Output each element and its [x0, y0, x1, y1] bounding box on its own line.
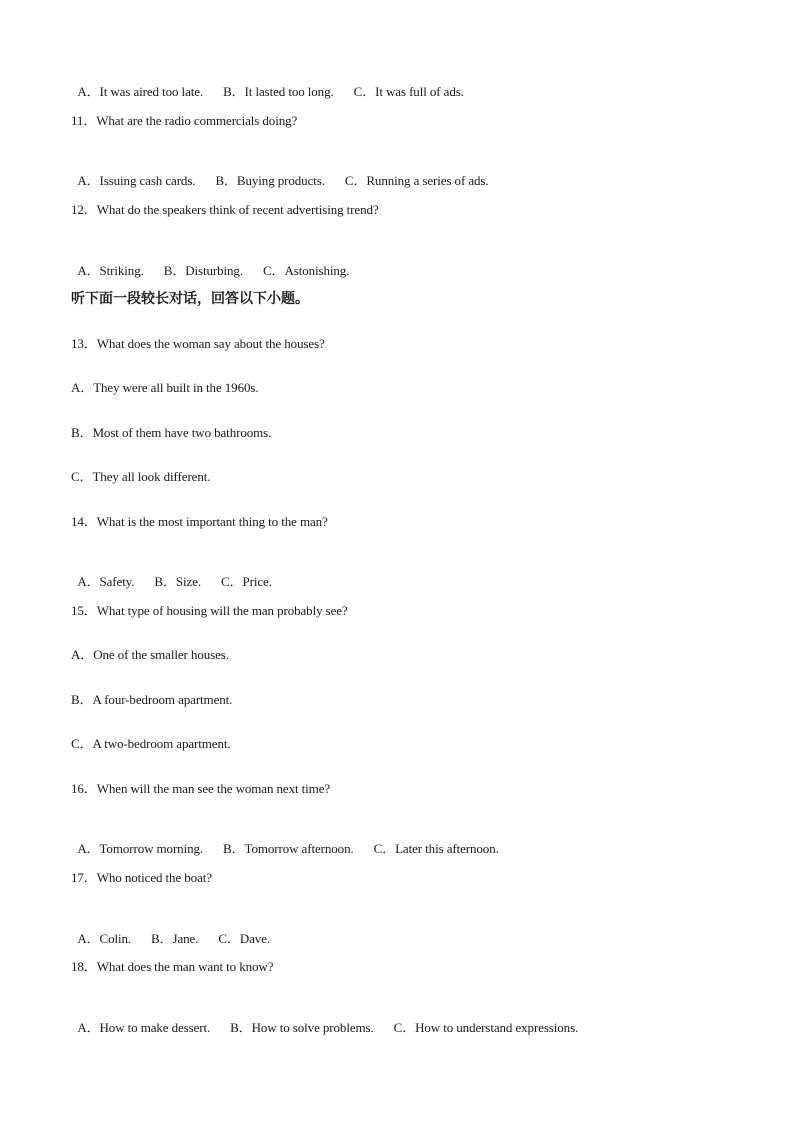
question-text: 14．What is the most important thing to the man? — [71, 514, 328, 529]
question-text: 16．When will the man see the woman next time? — [71, 781, 331, 796]
option-row — [71, 825, 499, 857]
option-line: B．Most of them have two bathrooms. — [71, 425, 272, 440]
option-line: A．One of the smaller houses. — [71, 647, 229, 662]
option-a: A．Issuing cash cards. — [77, 173, 196, 188]
option-c: C．Later this afternoon. — [373, 841, 499, 856]
option-line: C．They all look different. — [71, 469, 211, 484]
option-row — [71, 68, 464, 100]
option-row — [71, 558, 272, 590]
option-a: A．Colin. — [77, 931, 132, 946]
option-a: A．Safety. — [77, 574, 135, 589]
option-c: C．How to understand expressions. — [393, 1020, 579, 1035]
question-text: 12．What do the speakers think of recent advertising trend? — [71, 202, 379, 217]
section-heading: 听下面一段较长对话，回答以下小题。 — [71, 291, 309, 307]
option-line: A．They were all built in the 1960s. — [71, 380, 259, 395]
option-b: B．It lasted too long. — [223, 84, 334, 99]
option-line: B．A four-bedroom apartment. — [71, 692, 233, 707]
option-b: B．Buying products. — [215, 173, 325, 188]
option-b: B．Tomorrow afternoon. — [223, 841, 354, 856]
question-text: 11．What are the radio commercials doing? — [71, 113, 298, 128]
option-row — [71, 915, 270, 947]
option-b: B．Jane. — [151, 931, 199, 946]
option-row — [71, 157, 489, 189]
option-c: C．It was full of ads. — [353, 84, 464, 99]
option-a: A．It was aired too late. — [77, 84, 204, 99]
option-row — [71, 247, 349, 279]
option-a: A．Tomorrow morning. — [77, 841, 204, 856]
option-line: C．A two-bedroom apartment. — [71, 736, 231, 751]
option-c: C．Dave. — [218, 931, 271, 946]
option-c: C．Astonishing. — [262, 263, 350, 278]
option-b: B．Size. — [154, 574, 202, 589]
question-text: 17．Who noticed the boat? — [71, 870, 212, 885]
option-b: B．Disturbing. — [163, 263, 243, 278]
option-a: A．Striking. — [77, 263, 144, 278]
option-b: B．How to solve problems. — [230, 1020, 374, 1035]
question-text: 13．What does the woman say about the houses? — [71, 336, 325, 351]
question-text: 18．What does the man want to know? — [71, 959, 274, 974]
option-row — [71, 1004, 578, 1036]
option-c: C．Price. — [221, 574, 272, 589]
option-c: C．Running a series of ads. — [344, 173, 489, 188]
question-text: 15．What type of housing will the man probably see? — [71, 603, 348, 618]
option-a: A．How to make dessert. — [77, 1020, 211, 1035]
